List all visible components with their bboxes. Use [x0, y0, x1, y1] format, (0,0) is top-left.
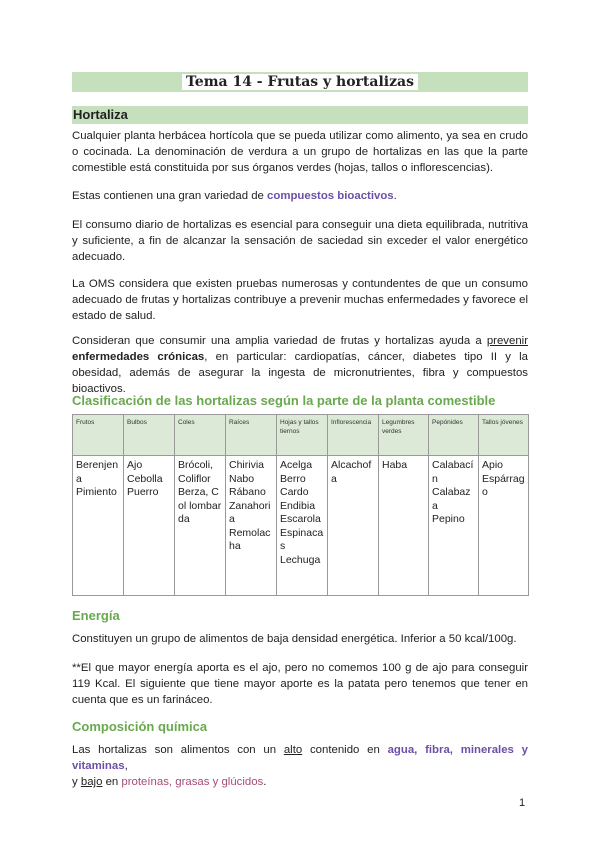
highlight-bioactive: compuestos bioactivos — [267, 190, 394, 202]
paragraph-daily-consumption: El consumo diario de hortalizas es esencial para conseguir una dieta equilibrada, nutritiva y suficiente, a fin de alcanzar la sensación de saciedad sin exceder el valor energético adecuado. — [72, 219, 528, 263]
table-header-cell: Raíces — [226, 415, 277, 456]
heading-composicion: Composición química — [72, 719, 208, 734]
table-cell: Berenjena Pimiento — [73, 456, 124, 596]
table-cell: Chirivia Nabo Rábano Zanahoria Remolacha — [226, 456, 277, 596]
paragraph-chronic: Consideran que consumir una amplia variedad de frutas y hortalizas ayuda a prevenir enfermedades crónicas, en particular: cardiopatías, cáncer, diabetes tipo II y la obesidad, además de asegurar la ingesta de micronutrientes, fibra y compuestos bioactivos. — [72, 335, 528, 395]
table-cell: Ajo Cebolla Puerro — [124, 456, 175, 596]
table-header-cell: Pepónides — [429, 415, 479, 456]
heading-energia: Energía — [72, 608, 120, 623]
table-header-row — [73, 415, 529, 456]
paragraph-energy-density: Constituyen un grupo de alimentos de baja densidad energética. Inferior a 50 kcal/100g. — [72, 633, 517, 645]
table-header-cell: Bulbos — [124, 415, 175, 456]
table-header-cell: Tallos jóvenes — [479, 415, 529, 456]
table-cell: Brócoli, Coliflor Berza, Col lombarda — [175, 456, 226, 596]
table-cell: Alcachofa — [328, 456, 379, 596]
table-header-cell: Inflorescencia — [328, 415, 379, 456]
underline-prevenir: prevenir — [486, 335, 528, 347]
table-header-cell: Hojas y tallos tiernos — [277, 415, 328, 456]
section-heading-bar — [72, 106, 528, 124]
highlight-low-content: proteínas, grasas y glúcidos — [121, 776, 264, 788]
paragraph-bioactive: Estas contienen una gran variedad de compuestos bioactivos. — [72, 190, 397, 202]
paragraph-oms: La OMS considera que existen pruebas numerosas y contundentes de que un consumo adecuado de frutas y hortalizas contribuye a prevenir muchas enfermedades y favorece el estado de salud. — [72, 278, 528, 322]
bold-enfermedades: enfermedades crónicas — [72, 351, 205, 363]
paragraph-definition: Cualquier planta herbácea hortícola que se pueda utilizar como alimento, ya sea en crudo o cocinada. La denominación de verdura a un grupo de hortalizas en las que la parte comestible está constituida por sus órganos verdes (hojas, tallos o inflorescencias). — [72, 130, 528, 174]
table-cell: Calabacín Calabaza Pepino — [429, 456, 479, 596]
heading-classification: Clasificación de las hortalizas según la parte de la planta comestible — [72, 393, 496, 408]
section-heading-hortaliza: Hortaliza — [73, 107, 128, 122]
classification-table — [72, 414, 529, 596]
paragraph-composition: Las hortalizas son alimentos con un alto contenido en agua, fibra, minerales y vitaminas, y bajo en proteínas, grasas y glúcidos. — [72, 744, 528, 788]
page-number: 1 — [519, 797, 526, 809]
table-cell: Acelga Berro Cardo Endibia Escarola Espinacas Lechuga — [277, 456, 328, 596]
paragraph-garlic-energy: **El que mayor energía aporta es el ajo, pero no comemos 100 g de ajo para conseguir 119 Kcal. El siguiente que tiene mayor aporte es la patata pero tenemos que tener en cuenta que es un farináceo. — [72, 662, 528, 706]
table-cell: Haba — [379, 456, 429, 596]
table-cell: Apio Espárrago — [479, 456, 529, 596]
table-header-cell: Coles — [175, 415, 226, 456]
underline-alto: alto — [283, 744, 303, 756]
table-header-cell: Frutos — [73, 415, 124, 456]
table-header-cell: Legumbres verdes — [379, 415, 429, 456]
title-bar — [72, 72, 528, 92]
highlight-high-content: agua, fibra, minerales y vitaminas — [72, 744, 528, 772]
page-title: Tema 14 - Frutas y hortalizas — [182, 74, 418, 90]
underline-bajo: bajo — [80, 776, 103, 788]
table-row — [73, 456, 529, 596]
